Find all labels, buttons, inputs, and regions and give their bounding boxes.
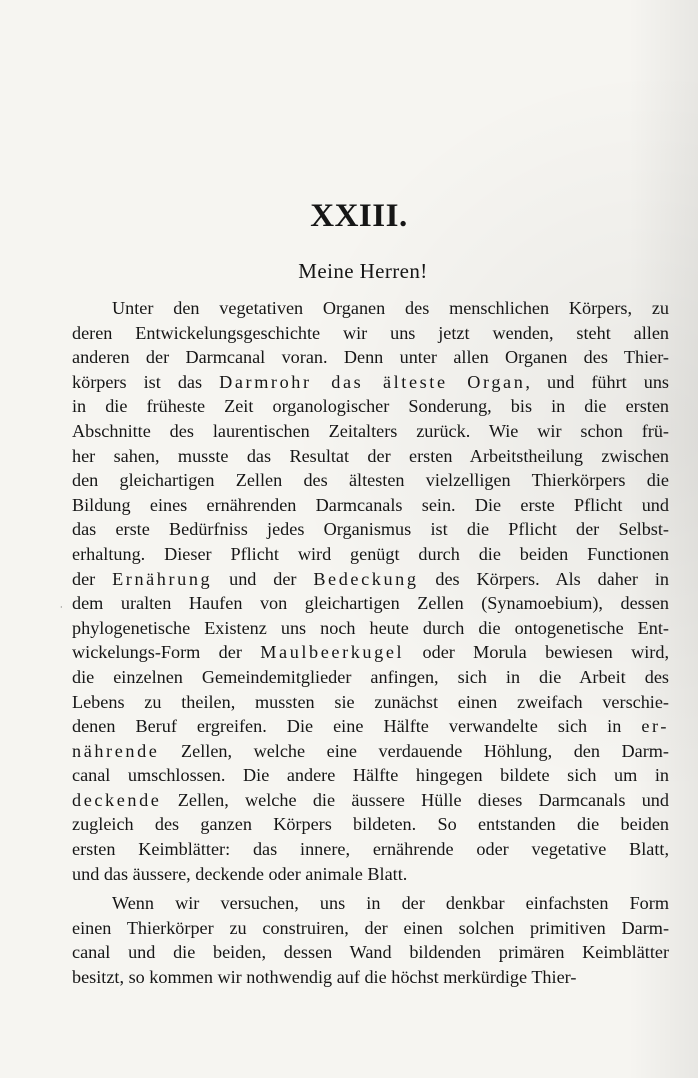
salutation: Meine Herren! [298,259,428,283]
spaced-emphasis: er- [641,716,669,737]
line-segment: Wenn wir versuchen, uns in der denkbar einfachsten Form [112,893,669,914]
text-line [72,640,669,665]
line-segment: besitzt, so kommen wir nothwendig auf die höchst merkürdige Thier- [72,967,577,988]
line-segment: und das äussere, deckende oder animale Blatt. [72,863,408,884]
text-line [72,517,669,542]
text-line [72,812,669,837]
text-line [72,916,669,941]
text-line [72,567,669,592]
text-line [72,763,669,788]
spaced-emphasis: deckende [72,789,162,810]
line-segment: her sahen, musste das Resultat der ersten Arbeitstheilung zwischen [72,445,669,466]
line-segment: denen Beruf ergreifen. Die eine Hälfte verwandelte sich in [72,716,642,737]
text-line [72,394,669,419]
line-segment: der [72,568,113,589]
text-line [72,788,669,813]
line-segment: Zellen, welche eine verdauende Höhlung, den Darm- [159,740,669,761]
line-segment: Bildung eines ernährenden Darmcanals sein. Die erste Pflicht und [72,494,669,515]
line-segment: einen Thierkörper zu construiren, der einen solchen primitiven Darm- [72,917,669,938]
text-line [72,940,669,965]
text-line [72,837,669,862]
text-line [72,419,669,444]
line-segment: oder Morula bewiesen wird, [404,642,669,663]
text-line [72,296,669,321]
spaced-emphasis: Darmrohr das älteste Organ [219,371,526,392]
line-segment: deren Entwickelungsgeschichte wir uns jetzt wenden, steht allen [72,322,669,343]
text-line [72,862,669,887]
line-segment: den gleichartigen Zellen des ältesten vielzelligen Thierkörpers die [72,470,669,491]
line-segment: , und führt uns [525,371,669,392]
line-segment: ersten Keimblätter: das innere, ernährende oder vegetative Blatt, [72,839,669,860]
text-line [72,468,669,493]
line-segment: Zellen, welche die äussere Hülle dieses Darmcanals und [161,789,669,810]
line-segment: wickelungs-Form der [72,642,261,663]
text-line [72,965,669,990]
line-segment: Lebens zu theilen, mussten sie zunächst einen zweifach verschie- [72,691,669,712]
line-segment: erhaltung. Dieser Pflicht wird genügt durch die beiden Functionen [72,543,669,564]
paragraph [72,891,669,989]
line-segment: die einzelnen Gemeindemitglieder anfingen, sich in die Arbeit des [72,666,669,687]
line-segment: phylogenetische Existenz uns noch heute durch die ontogenetische Ent- [72,617,669,638]
text-line [72,493,669,518]
paragraph [72,296,669,886]
text-line [72,665,669,690]
line-segment: in die früheste Zeit organologischer Sonderung, bis in die ersten [72,396,669,417]
line-segment: canal umschlossen. Die andere Hälfte hingegen bildete sich um in [72,765,669,786]
spaced-emphasis: Bedeckung [313,568,419,589]
text-line [72,345,669,370]
margin-dot: · [60,603,63,612]
line-segment: körpers ist das [72,371,220,392]
text-line [72,891,669,916]
text-line [72,542,669,567]
text-line [72,739,669,764]
chapter-number: XXIII. [310,198,408,234]
text-line [72,690,669,715]
text-line [72,616,669,641]
text-line [72,321,669,346]
line-segment: dem uralten Haufen von gleichartigen Zellen (Synamoebium), dessen [72,593,669,614]
text-line [72,444,669,469]
spaced-emphasis: Ernährung [112,568,213,589]
body-text [72,296,669,990]
spaced-emphasis: nährende [72,740,160,761]
line-segment: zugleich des ganzen Körpers bildeten. So entstanden die beiden [72,814,669,835]
text-line [72,714,669,739]
line-segment: des Körpers. Als daher in [418,568,669,589]
line-segment: Unter den vegetativen Organen des menschlichen Körpers, zu [112,298,669,318]
line-segment: Abschnitte des laurentischen Zeitalters zurück. Wie wir schon frü- [72,420,669,441]
text-line [72,370,669,395]
line-segment: und der [212,568,314,589]
spaced-emphasis: Maulbeerkugel [260,642,405,663]
text-line [72,591,669,616]
line-segment: das erste Bedürfniss jedes Organismus ist die Pflicht der Selbst- [72,519,669,540]
line-segment: canal und die beiden, dessen Wand bildenden primären Keimblätter [72,942,669,963]
line-segment: anderen der Darmcanal voran. Denn unter allen Organen des Thier- [72,347,669,368]
